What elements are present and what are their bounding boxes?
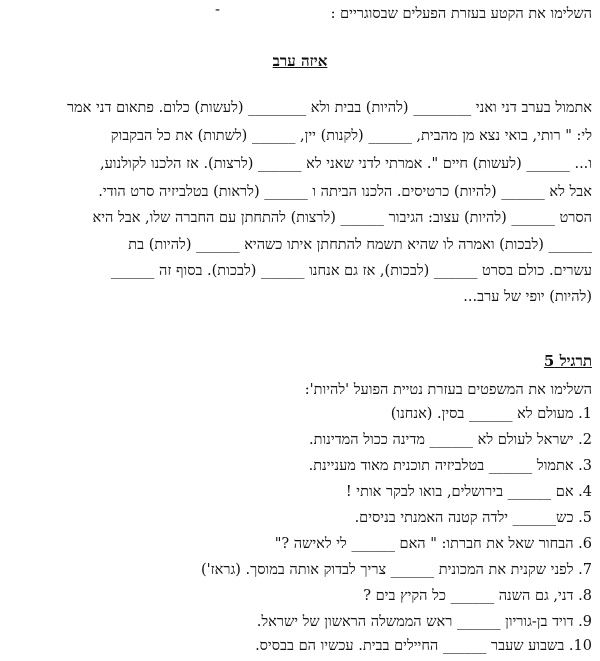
story-line: לי: " רותי, בואי נצא מן מהבית, ______ (לקנות) יין, ______ (לשתות) את כל הבקבוק <box>110 128 592 144</box>
story-line: אתמול בערב דני ואני ________ (להיות) בבית ולא ________ (לעשות) כלום. פתאום דני אמר <box>66 100 592 116</box>
exercise-item: 9. דויד בן-גוריון ______ ראש הממשלה הראשון של ישראל. <box>256 614 592 630</box>
exercise-item: 10. בשבוע שעבר ______ החיילים בבית. עכשיו הם בבסיס. <box>255 638 592 654</box>
exercise-item: 5. כש______ ילדה קטנה האמנתי בניסים. <box>354 510 592 526</box>
instruction-2: השלימו את המשפטים בעזרת נטיית הפועל 'להיות': <box>304 382 592 398</box>
exercise-item: 4. אם ______ בירושלים, בואו לבקר אותי ! <box>345 484 592 500</box>
story-line: עשרים. כולם בסרט ______ (לבכות), אז גם אנחנו ______ (לבכות). בסוף זה ______ <box>110 263 592 279</box>
exercise-item: 1. מעולם לא ______ בסין. (אנחנו) <box>390 406 592 422</box>
exercise-item: 7. לפני שקנית את המכונית ______ צריך לבדוק אותה במוסך. (גראז') <box>200 562 592 578</box>
exercise-item: 2. ישראל לעולם לא ______ מדינה ככול המדינות. <box>309 432 592 448</box>
story-line: (להיות) יופי של ערב... <box>463 289 592 305</box>
story-line: אבל לא ______ (להיות) כרטיסים. הלכנו הביתה ו ______ (לראות) בטלביזיה סרט הודי. <box>98 184 592 200</box>
story-line: הסרט ______ (להיות) עצוב: הגיבור ______ (לרצות) להתחתן עם החברה שלו, אבל היא <box>92 210 592 226</box>
top-mark: - <box>215 0 221 18</box>
exercise-item: 6. הבחור שאל את חברתו: " האם ______ לי לאישה ?" <box>274 536 592 552</box>
story-title: איזה ערב <box>272 52 328 70</box>
exercise-item: 3. אתמול ______ בטלביזיה תוכנית מאוד מעניינת. <box>308 458 592 474</box>
instruction-1: השלימו את הקטע בעזרת הפעלים שבסוגריים : <box>330 6 592 22</box>
story-line: ______ (לבכות) ואמרה לו שהיא תשמח להתחתן איתו כשהיא ______ (להיות) בת <box>128 237 592 253</box>
story-line: ו... ______ (לעשות) חיים ". אמרתי לדני שאני לא ______ (לרצות). אז הלכנו לקולנוע, <box>99 156 592 172</box>
exercise-heading: תרגיל 5 <box>543 352 592 370</box>
exercise-item: 8. דני, גם השנה ______ כל הקיץ בים ? <box>363 588 592 604</box>
